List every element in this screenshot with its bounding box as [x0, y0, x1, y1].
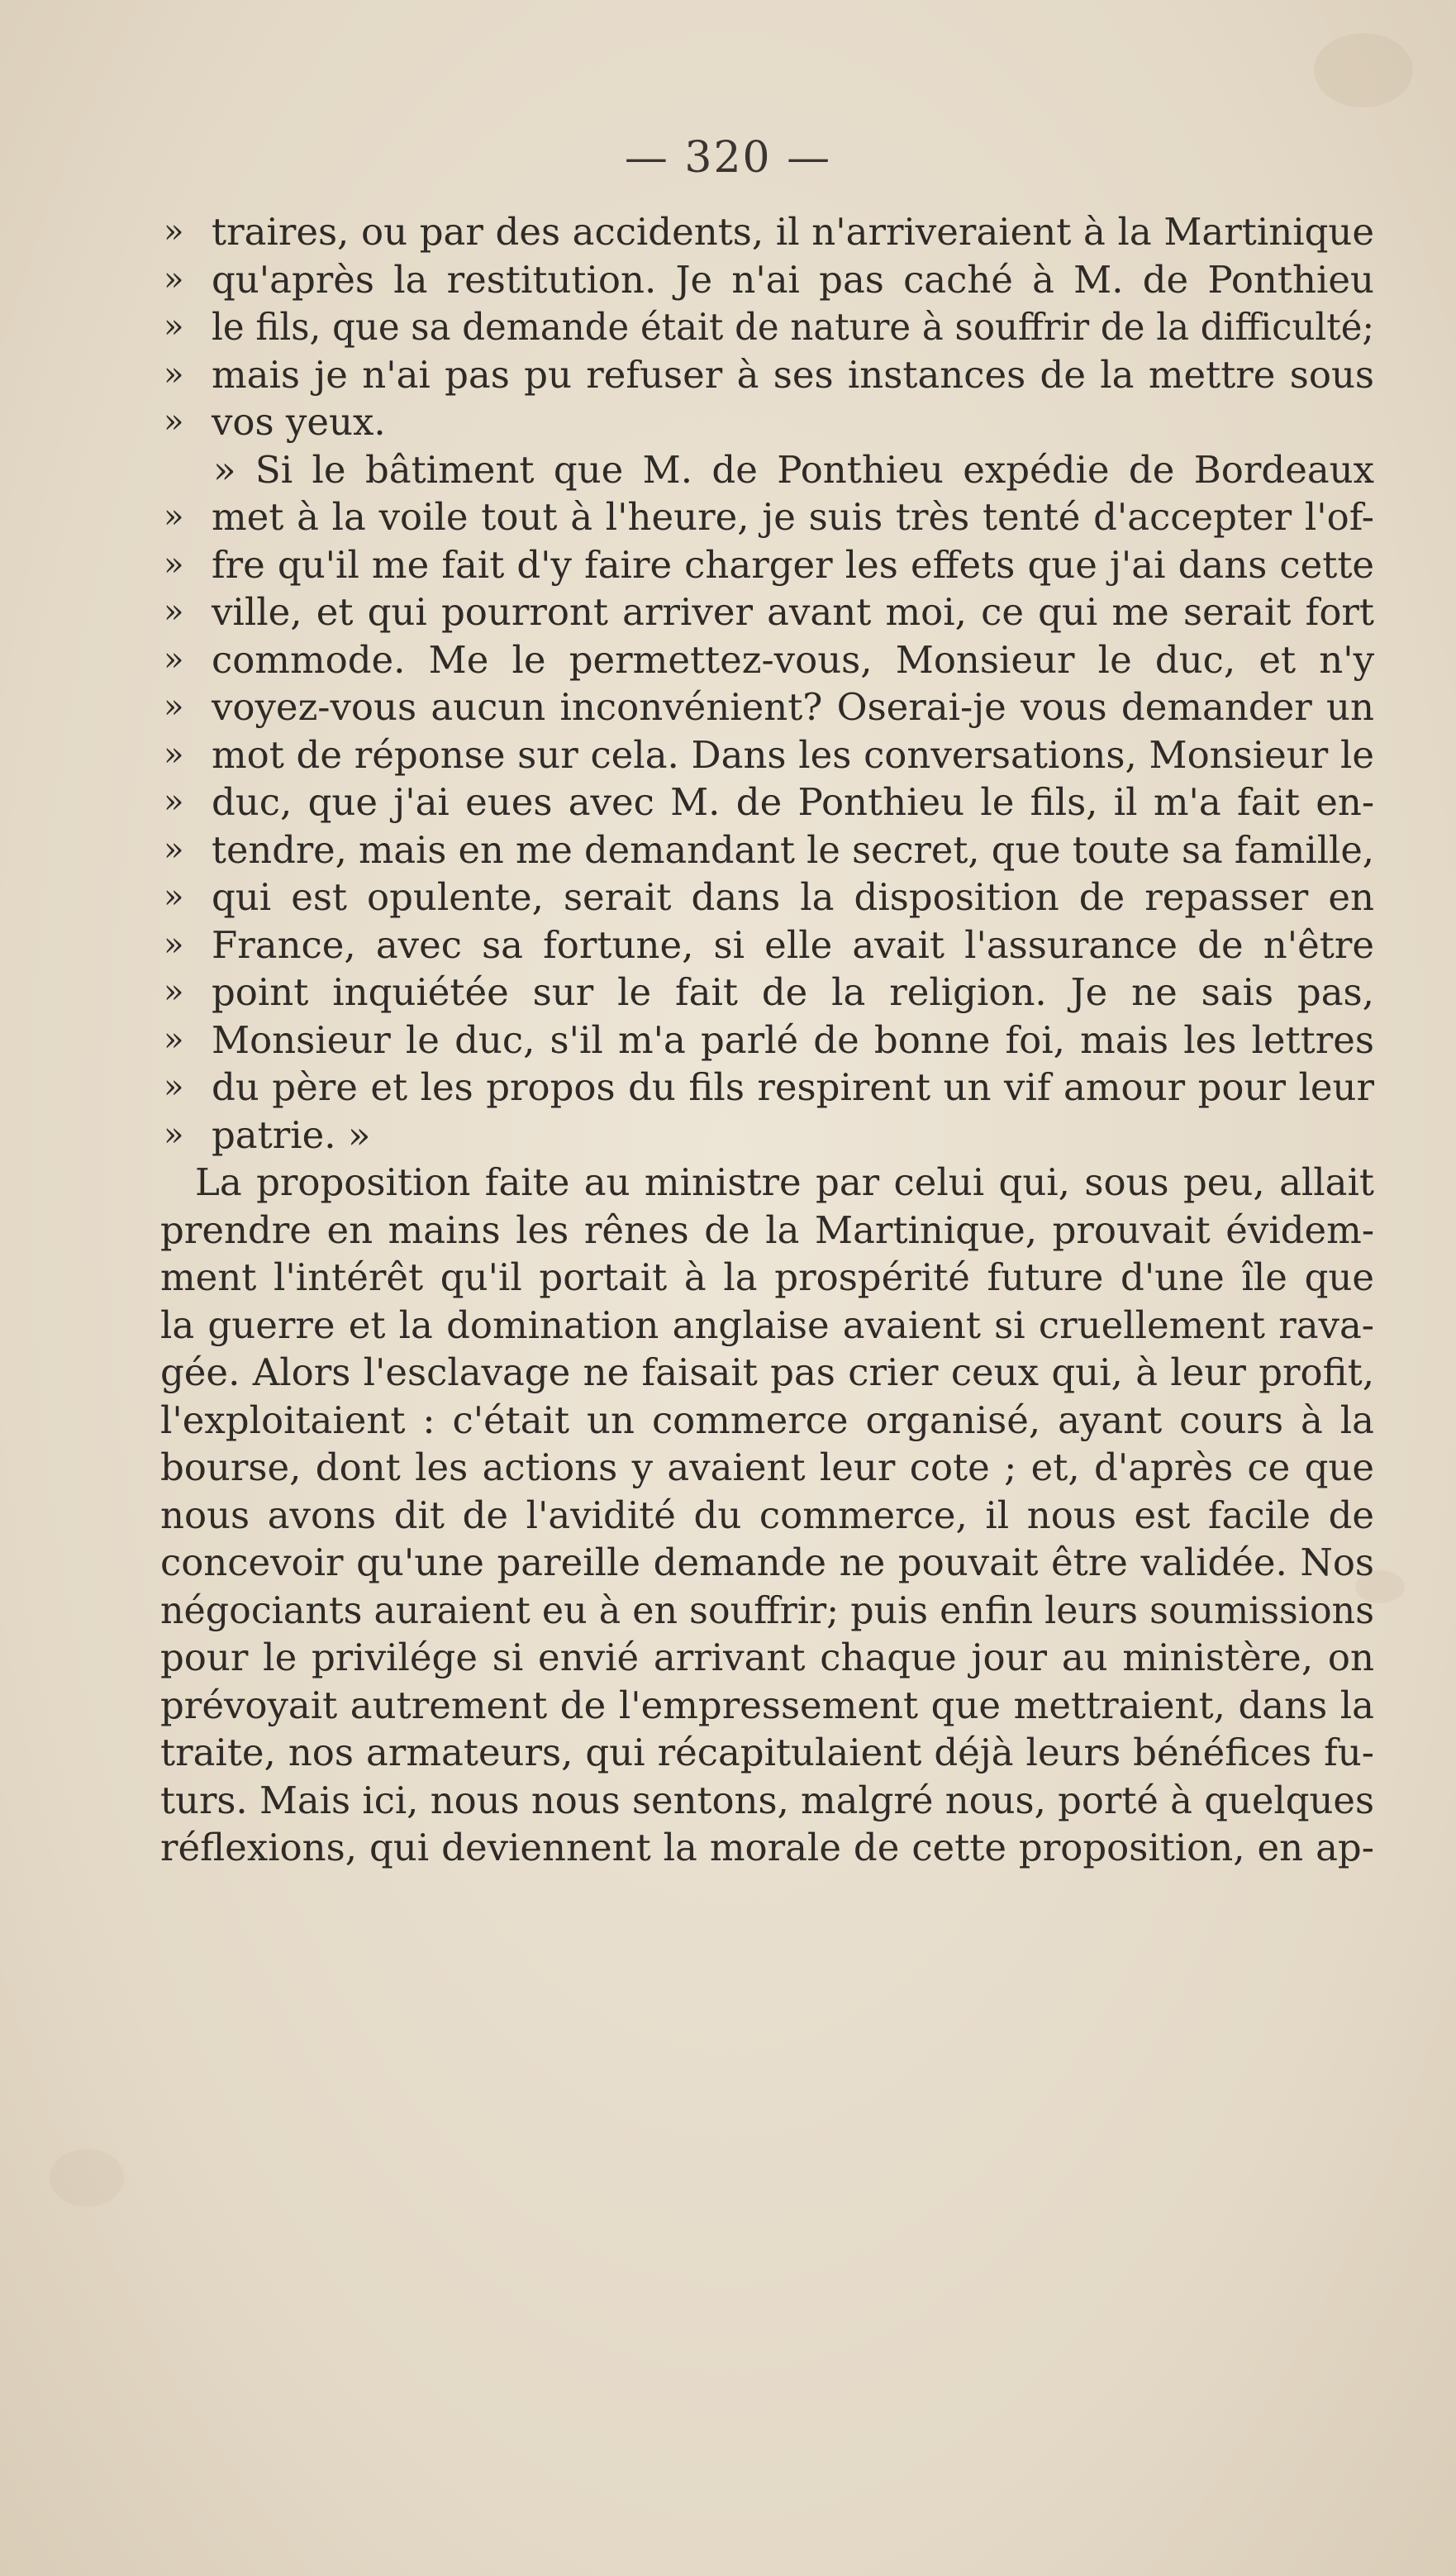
- text-line: [164, 826, 1374, 874]
- quote-mark: »: [164, 545, 184, 583]
- quote-mark: »: [164, 878, 184, 916]
- quote-mark: »: [164, 1020, 184, 1059]
- line-text: France, avec sa fortune, si elle avait l'assurance de n'être: [212, 922, 1374, 967]
- text-line: [160, 1349, 1375, 1397]
- text-line: [160, 1729, 1374, 1777]
- text-line: [160, 1207, 1375, 1255]
- text-line: [160, 1539, 1375, 1587]
- body-text: [160, 208, 1375, 1872]
- line-text: commode. Me le permettez-vous, Monsieur le duc, et n'y: [212, 637, 1375, 682]
- line-text: tendre, mais en me demandant le secret, que toute sa famille,: [212, 827, 1374, 872]
- text-line: [160, 1634, 1374, 1682]
- line-text: qu'après la restitution. Je n'ai pas caché à M. de Ponthieu: [212, 257, 1374, 302]
- line-text: négociants auraient eu à en souffrir; puis enfin leurs soumissions: [160, 1588, 1374, 1632]
- text-line: [160, 1587, 1374, 1635]
- quote-mark: »: [164, 735, 184, 774]
- text-line: [164, 779, 1374, 826]
- quote-mark: »: [164, 402, 184, 440]
- quote-mark: »: [164, 260, 184, 298]
- text-line: [164, 969, 1374, 1017]
- paper-stain: [1314, 33, 1413, 107]
- text-line: [164, 731, 1374, 779]
- quote-mark: »: [164, 1115, 184, 1154]
- text-line: [164, 636, 1374, 684]
- text-line: [160, 1777, 1374, 1825]
- line-text: voyez-vous aucun inconvénient? Oserai-je vous demander un: [212, 685, 1374, 729]
- line-text: vos yeux.: [212, 400, 386, 444]
- text-line: [164, 683, 1374, 731]
- text-line: [164, 1064, 1374, 1112]
- line-text: nous avons dit de l'avidité du commerce, il nous est facile de: [160, 1493, 1375, 1537]
- quote-mark: »: [164, 1068, 184, 1106]
- text-line: [164, 208, 1374, 256]
- text-line: [164, 921, 1374, 969]
- line-text: met à la voile tout à l'heure, je suis très tenté d'accepter l'of-: [212, 495, 1374, 539]
- quote-mark: »: [164, 973, 184, 1011]
- text-line: [164, 303, 1374, 351]
- text-line: [160, 1682, 1375, 1730]
- paper-stain: [50, 2149, 124, 2207]
- line-text: La proposition faite au ministre par celui qui, sous peu, allait: [195, 1160, 1374, 1204]
- line-text: prendre en mains les rênes de la Martinique, prouvait évidem-: [160, 1207, 1375, 1252]
- line-text: gée. Alors l'esclavage ne faisait pas crier ceux qui, à leur profit,: [160, 1350, 1375, 1394]
- line-text: l'exploitaient : c'était un commerce organisé, ayant cours à la: [160, 1398, 1374, 1442]
- text-line: [164, 1017, 1374, 1064]
- quote-mark: »: [164, 307, 184, 345]
- line-text: pour le privilége si envié arrivant chaque jour au ministère, on: [160, 1636, 1374, 1679]
- line-text: turs. Mais ici, nous nous sentons, malgré nous, porté à quelques: [160, 1778, 1374, 1822]
- text-line: [164, 1112, 1374, 1159]
- text-line: [164, 398, 1374, 446]
- line-text: ment l'intérêt qu'il portait à la prospérité future d'une île que: [160, 1255, 1374, 1299]
- line-text: mais je n'ai pas pu refuser à ses instances de la mettre sous: [212, 352, 1375, 397]
- line-text: bourse, dont les actions y avaient leur cote ; et, d'après ce que: [160, 1445, 1375, 1489]
- line-text: qui est opulente, serait dans la disposition de repasser en: [212, 875, 1374, 919]
- line-text: patrie. »: [212, 1112, 371, 1157]
- text-line: [160, 1397, 1374, 1445]
- text-line: [164, 351, 1374, 399]
- quote-mark: »: [164, 688, 184, 726]
- line-text: mot de réponse sur cela. Dans les conversations, Monsieur le: [212, 732, 1374, 777]
- quote-mark: »: [164, 640, 184, 679]
- quote-mark: »: [164, 355, 184, 393]
- text-line: [160, 1254, 1374, 1302]
- line-text: prévoyait autrement de l'empressement que mettraient, dans la: [160, 1683, 1375, 1727]
- text-line: [164, 256, 1374, 304]
- line-text: réflexions, qui deviennent la morale de cette proposition, en ap-: [160, 1826, 1374, 1869]
- line-text: traires, ou par des accidents, il n'arriveraient à la Martinique: [212, 210, 1375, 254]
- text-line: [164, 493, 1374, 541]
- line-text: concevoir qu'une pareille demande ne pouvait être validée. Nos: [160, 1540, 1375, 1584]
- text-line: [164, 874, 1374, 921]
- quote-mark: »: [164, 830, 184, 869]
- text-line: [164, 588, 1374, 636]
- quote-mark: »: [164, 925, 184, 964]
- line-text: Monsieur le duc, s'il m'a parlé de bonne foi, mais les lettres: [212, 1017, 1374, 1062]
- line-text: duc, que j'ai eues avec M. de Ponthieu le fils, il m'a fait en-: [212, 780, 1375, 824]
- quote-mark: »: [164, 212, 184, 250]
- page-number: — 320 —: [624, 133, 832, 183]
- line-text: fre qu'il me fait d'y faire charger les effets que j'ai dans cette: [212, 542, 1375, 587]
- line-text: la guerre et la domination anglaise avaient si cruellement rava-: [160, 1302, 1374, 1347]
- text-line: [160, 1302, 1374, 1350]
- line-text: point inquiétée sur le fait de la religion. Je ne sais pas,: [212, 970, 1374, 1014]
- line-text: du père et les propos du fils respirent un vif amour pour leur: [212, 1065, 1375, 1109]
- line-text: le fils, que sa demande était de nature à souffrir de la difficulté;: [212, 305, 1375, 349]
- text-line: [164, 446, 1374, 494]
- quote-mark: »: [164, 498, 184, 536]
- text-line: [160, 1492, 1375, 1540]
- text-line: [164, 541, 1374, 589]
- line-text: traite, nos armateurs, qui récapitulaient déjà leurs bénéfices fu-: [160, 1731, 1374, 1774]
- text-line: [164, 1159, 1374, 1207]
- text-line: [160, 1444, 1375, 1492]
- text-line: [160, 1824, 1374, 1872]
- quote-mark: »: [164, 593, 184, 631]
- line-text: » Si le bâtiment que M. de Ponthieu expédie de Bordeaux: [213, 447, 1375, 492]
- quote-mark: »: [164, 783, 184, 821]
- line-text: ville, et qui pourront arriver avant moi, ce qui me serait fort: [212, 590, 1375, 634]
